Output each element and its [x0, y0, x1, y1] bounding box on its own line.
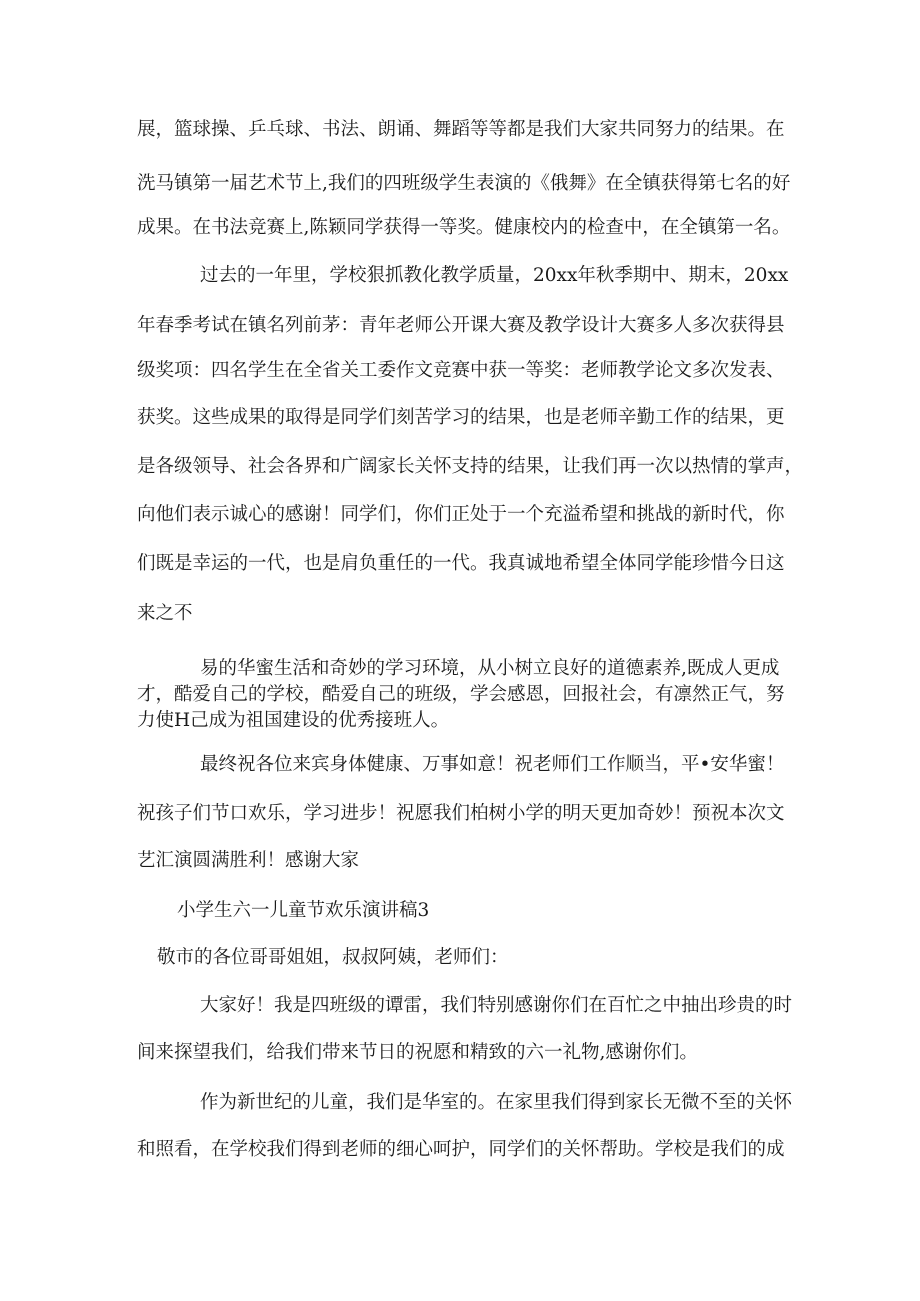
- text-line: 才，酷爱自己的学校，酷爱自己的班级，学会感恩，回报社会，有凛然正气，努: [137, 684, 785, 705]
- text-line: 是各级领导、社会各界和广阔家长关怀支持的结果，让我们再一次以热情的掌声，: [137, 456, 804, 477]
- text-line: 年春季考试在镇名列前茅：青年老师公开课大赛及教学设计大赛多人多次获得县: [137, 315, 785, 336]
- text-line: 和照看，在学校我们得到老师的细心呵护，同学们的关怀帮助。学校是我们的成: [137, 1139, 785, 1160]
- text-line: 大家好！我是四班级的谭雷，我们特别感谢你们在百忙之中抽出珍贵的时: [200, 995, 793, 1016]
- text-line: 来之不: [137, 603, 193, 624]
- text-line: 间来探望我们，给我们带来节日的祝愿和精致的六一礼物,感谢你们。: [137, 1042, 698, 1063]
- text-line: 过去的一年里，学校狠抓教化教学质量，20xx年秋季期中、期末，20xx: [200, 265, 789, 286]
- text-line: 易的华蜜生活和奇妙的学习环境，从小树立良好的道德素养,既成人更成: [200, 658, 780, 679]
- text-line: 力使H己成为祖国建设的优秀接班人。: [137, 710, 450, 731]
- text-line: 向他们表示诚心的感谢！同学们，你们正处于一个充溢希望和挑战的新时代，你: [137, 504, 785, 525]
- salutation: 敬市的各位哥哥姐姐，叔叔阿姨，老师们：: [157, 947, 509, 968]
- text-line: 们既是幸运的一代，也是肩负重任的一代。我真诚地希望全体同学能珍惜今日这: [137, 553, 785, 574]
- text-line: 成果。在书法竞赛上,陈颖同学获得一等奖。健康校内的检查中，在全镇第一名。: [137, 217, 791, 238]
- text-line: 作为新世纪的儿童，我们是华室的。在家里我们得到家长无微不至的关怀: [200, 1092, 793, 1113]
- text-line: 最终祝各位来宾身体健康、万事如意！祝老师们工作顺当，平•安华蜜！: [200, 754, 785, 775]
- text-line: 级奖项：四名学生在全省关工委作文竞赛中获一等奖：老师教学论文多次发表、: [137, 360, 785, 381]
- text-line: 艺汇演圆满胜利！感谢大家: [137, 850, 360, 871]
- section-title: 小学生六一儿童节欢乐演讲稿3: [177, 900, 430, 921]
- text-line: 祝孩子们节口欢乐，学习进步！祝愿我们柏树小学的明天更加奇妙！预祝本次文: [137, 803, 785, 824]
- text-line: 展，篮球操、乒乓球、书法、朗诵、舞蹈等等都是我们大家共同努力的结果。在: [137, 119, 785, 140]
- text-line: 洗马镇第一届艺术节上,我们的四班级学生表演的《俄舞》在全镇获得第七名的好: [137, 173, 791, 194]
- text-line: 获奖。这些成果的取得是同学们刻苦学习的结果，也是老师辛勤工作的结果，更: [137, 407, 785, 428]
